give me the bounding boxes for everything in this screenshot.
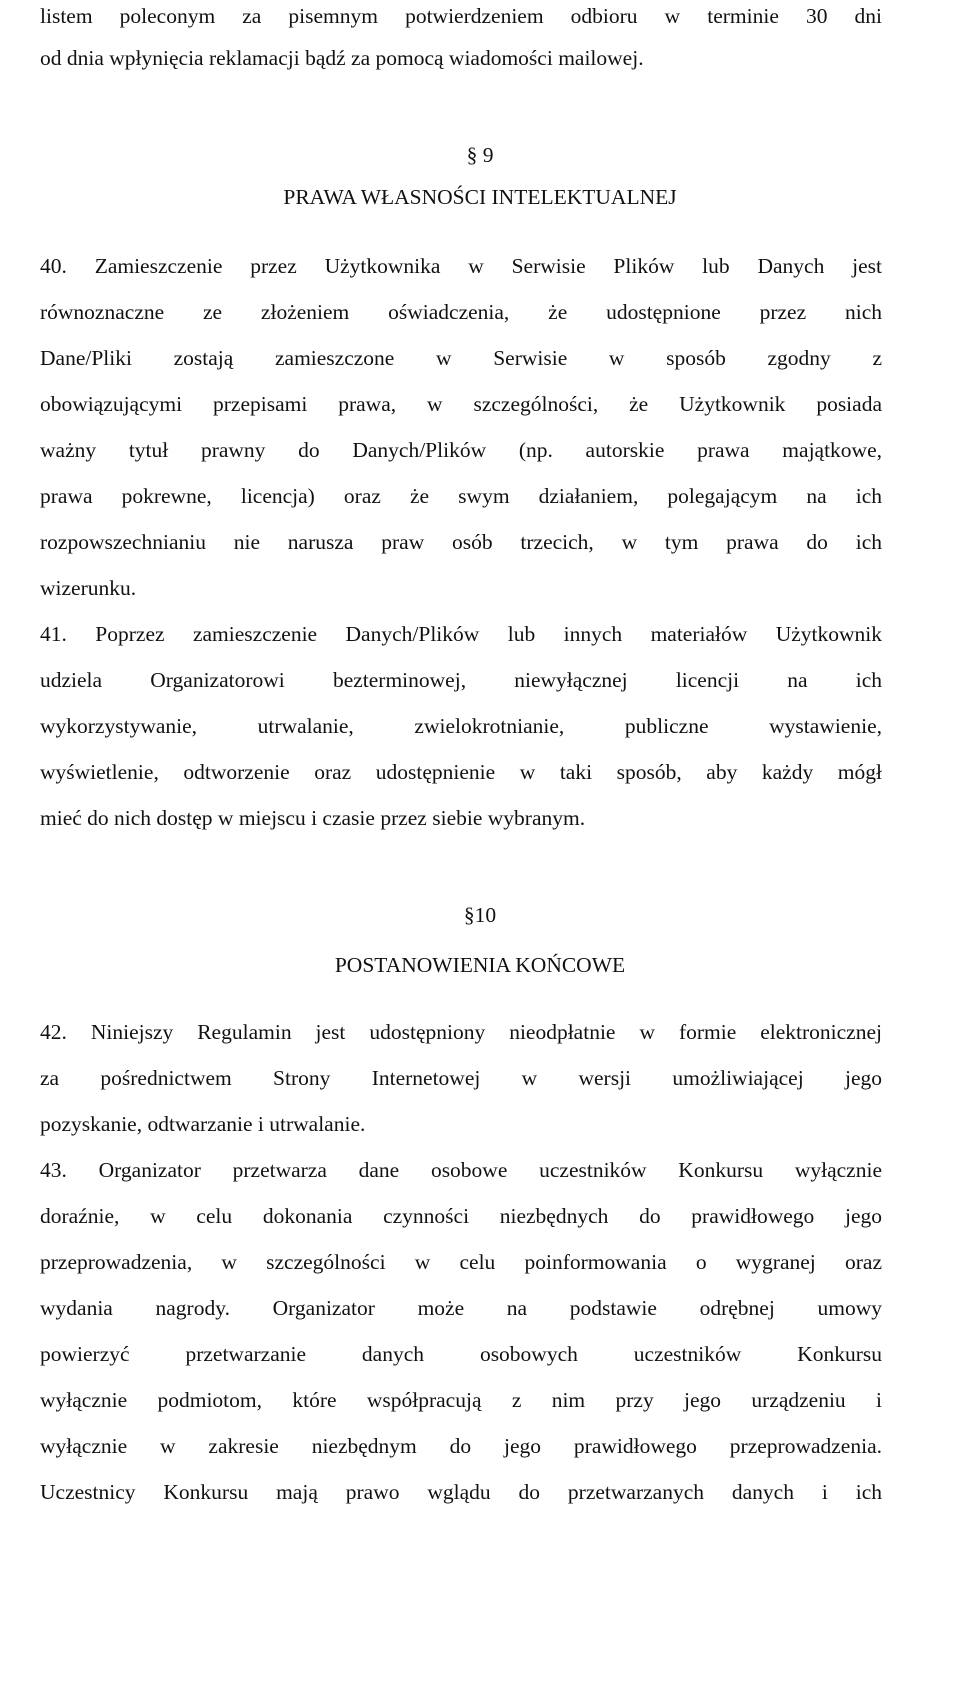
text-line: prawa pokrewne, licencja) oraz że swym działaniem, polegającym na ich	[40, 484, 882, 508]
section-title: POSTANOWIENIA KOŃCOWE	[334, 953, 626, 977]
text-line: wydania nagrody. Organizator może na podstawie odrębnej umowy	[40, 1296, 882, 1320]
text-line: powierzyć przetwarzanie danych osobowych uczestników Konkursu	[40, 1342, 882, 1366]
text-line: doraźnie, w celu dokonania czynności niezbędnych do prawidłowego jego	[40, 1204, 882, 1228]
text-line: ważny tytuł prawny do Danych/Plików (np. autorskie prawa majątkowe,	[40, 438, 882, 462]
text-line: mieć do nich dostęp w miejscu i czasie przez siebie wybranym.	[40, 806, 586, 830]
text-line: wizerunku.	[40, 576, 137, 600]
text-line: wyłącznie podmiotom, które współpracują z nim przy jego urządzeniu i	[40, 1388, 882, 1412]
text-line: Uczestnicy Konkursu mają prawo wglądu do przetwarzanych danych i ich	[40, 1480, 882, 1504]
text-line: listem poleconym za pisemnym potwierdzeniem odbioru w terminie 30 dni	[40, 4, 882, 28]
text-line: 43. Organizator przetwarza dane osobowe uczestników Konkursu wyłącznie	[40, 1158, 882, 1182]
text-line: przeprowadzenia, w szczególności w celu poinformowania o wygranej oraz	[40, 1250, 882, 1274]
text-line: wyświetlenie, odtworzenie oraz udostępnienie w taki sposób, aby każdy mógł	[40, 760, 882, 784]
text-line: od dnia wpłynięcia reklamacji bądź za pomocą wiadomości mailowej.	[40, 46, 644, 70]
text-line: 42. Niniejszy Regulamin jest udostępniony nieodpłatnie w formie elektronicznej	[40, 1020, 882, 1044]
text-line: równoznaczne ze złożeniem oświadczenia, że udostępnione przez nich	[40, 300, 882, 324]
text-line: rozpowszechnianiu nie narusza praw osób trzecich, w tym prawa do ich	[40, 530, 882, 554]
text-line: Dane/Pliki zostają zamieszczone w Serwisie w sposób zgodny z	[40, 346, 882, 370]
text-line: udziela Organizatorowi bezterminowej, niewyłącznej licencji na ich	[40, 668, 882, 692]
section-number: § 9	[466, 143, 494, 167]
text-line: pozyskanie, odtwarzanie i utrwalanie.	[40, 1112, 366, 1136]
text-line: wyłącznie w zakresie niezbędnym do jego prawidłowego przeprowadzenia.	[40, 1434, 882, 1458]
text-line: 40. Zamieszczenie przez Użytkownika w Serwisie Plików lub Danych jest	[40, 254, 882, 278]
text-line: za pośrednictwem Strony Internetowej w wersji umożliwiającej jego	[40, 1066, 882, 1090]
text-line: 41. Poprzez zamieszczenie Danych/Plików lub innych materiałów Użytkownik	[40, 622, 882, 646]
section-title: PRAWA WŁASNOŚCI INTELEKTUALNEJ	[283, 185, 677, 209]
text-line: wykorzystywanie, utrwalanie, zwielokrotnianie, publiczne wystawienie,	[40, 714, 882, 738]
section-number: §10	[463, 903, 497, 927]
text-line: obowiązującymi przepisami prawa, w szczególności, że Użytkownik posiada	[40, 392, 882, 416]
